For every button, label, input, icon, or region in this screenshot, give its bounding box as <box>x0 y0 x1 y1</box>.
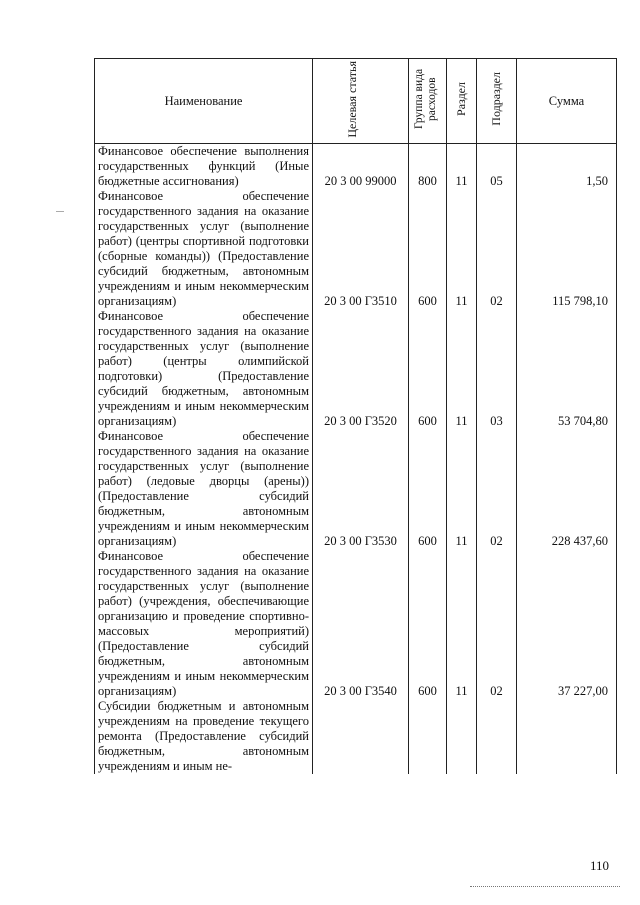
row-subsection <box>477 699 517 774</box>
row-expense-group <box>409 699 447 774</box>
header-subsection: Подраздел <box>477 59 517 144</box>
row-name: Финансовое обеспечение выполнения государственных функций (Иные бюджетные ассигнования) <box>95 144 313 190</box>
budget-table <box>94 58 617 774</box>
row-expense-group: 600 <box>409 429 447 549</box>
header-amount: Сумма <box>517 59 617 144</box>
page-number: 110 <box>590 858 610 873</box>
row-expense-group: 600 <box>409 189 447 309</box>
row-target-article: 20 3 00 Г3530 <box>313 429 409 549</box>
row-amount: 37 227,00 <box>517 549 617 699</box>
row-amount: 1,50 <box>517 144 617 190</box>
row-subsection: 05 <box>477 144 517 190</box>
row-name: Субсидии бюджетным и автономным учреждениям на проведение текущего ремонта (Предоставление субсидий бюджетным, автономным учреждениям и иным не- <box>95 699 313 774</box>
row-subsection: 02 <box>477 429 517 549</box>
row-name: Финансовое обеспечение государственного задания на оказание государственных услуг (выполнение работ) (центры олимпийской подготовки) (Предоставление субсидий бюджетным, автономным учреждениям и иным некоммерческим организациям) <box>95 309 313 429</box>
row-section: 11 <box>447 309 477 429</box>
row-subsection: 03 <box>477 309 517 429</box>
table-header-row <box>95 59 617 144</box>
row-expense-group: 600 <box>409 549 447 699</box>
row-subsection: 02 <box>477 189 517 309</box>
row-target-article: 20 3 00 Г3510 <box>313 189 409 309</box>
table-row <box>95 699 617 774</box>
header-name: Наименование <box>95 59 313 144</box>
row-section: 11 <box>447 429 477 549</box>
table-row <box>95 309 617 429</box>
header-section: Раздел <box>447 59 477 144</box>
table-row <box>95 189 617 309</box>
row-amount <box>517 699 617 774</box>
row-amount: 228 437,60 <box>517 429 617 549</box>
row-target-article: 20 3 00 Г3520 <box>313 309 409 429</box>
row-expense-group: 800 <box>409 144 447 190</box>
footer-rule <box>470 886 620 887</box>
row-expense-group: 600 <box>409 309 447 429</box>
table-row <box>95 429 617 549</box>
row-target-article: 20 3 00 Г3540 <box>313 549 409 699</box>
header-target-article: Целевая статья <box>313 59 409 144</box>
row-target-article: 20 3 00 99000 <box>313 144 409 190</box>
header-expense-group: Группа вида расходов <box>409 59 447 144</box>
table-row <box>95 549 617 699</box>
row-subsection: 02 <box>477 549 517 699</box>
row-section: 11 <box>447 549 477 699</box>
row-name: Финансовое обеспечение государственного задания на оказание государственных услуг (выполнение работ) (учреждения, обеспечивающие организацию и проведение спортивно-массовых мероприятий) (Предоставление субсидий бюджетным, автономным учреждениям и иным некоммерческим организациям) <box>95 549 313 699</box>
row-name: Финансовое обеспечение государственного задания на оказание государственных услуг (выполнение работ) (центры спортивной подготовки (сборные команды)) (Предоставление субсидий бюджетным, автономным учреждениям и иным некоммерческим организациям) <box>95 189 313 309</box>
row-section <box>447 699 477 774</box>
row-section: 11 <box>447 189 477 309</box>
row-section: 11 <box>447 144 477 190</box>
row-amount: 115 798,10 <box>517 189 617 309</box>
table-row <box>95 144 617 190</box>
row-name: Финансовое обеспечение государственного задания на оказание государственных услуг (выполнение работ) (ледовые дворцы (арены)) (Предоставление субсидий бюджетным, автономным учреждениям и иным некоммерческим организациям) <box>95 429 313 549</box>
margin-mark <box>56 211 64 212</box>
row-target-article <box>313 699 409 774</box>
row-amount: 53 704,80 <box>517 309 617 429</box>
